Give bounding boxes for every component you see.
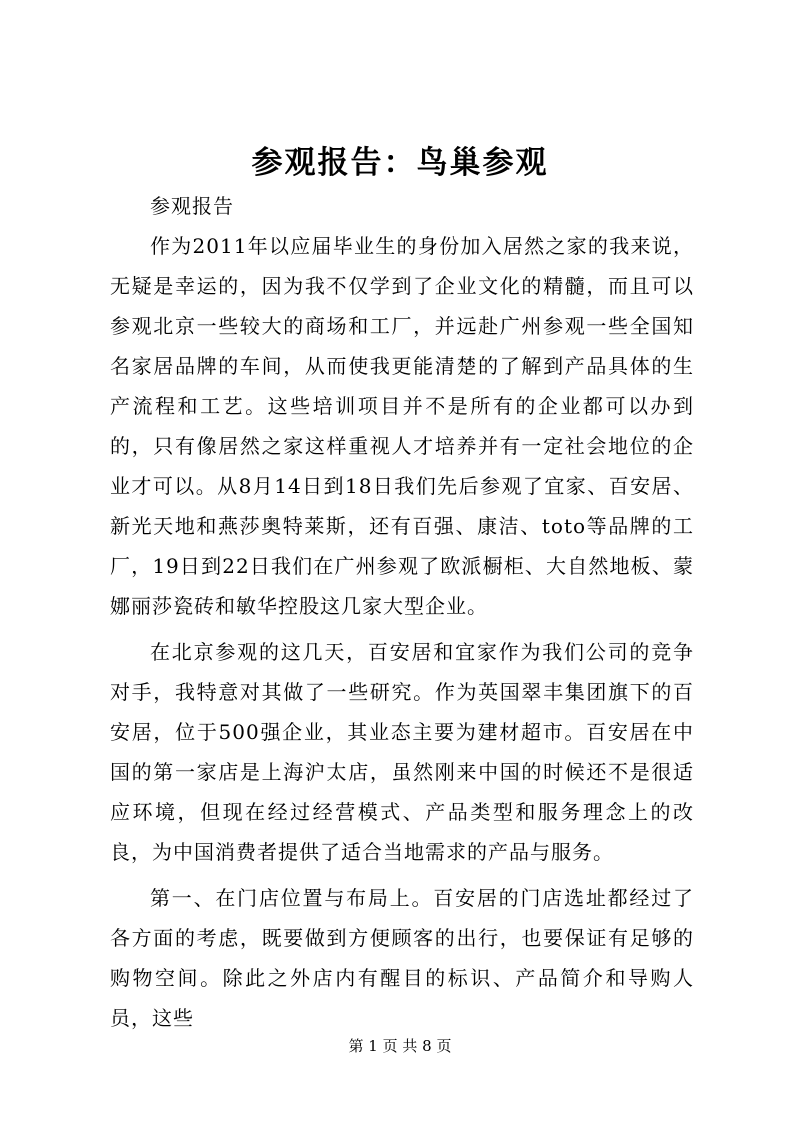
document-body: [110, 186, 694, 1038]
paragraph-2: 在北京参观的这几天，百安居和宜家作为我们公司的竞争对手，我特意对其做了一些研究。作为英国翠丰集团旗下的百安居，位于500强企业，其业态主要为建材超市。百安居在中国的第一家店是上海沪太店，虽然刚来中国的时候还不是很适应环境，但现在经过经营模式、产品类型和服务理念上的改良，为中国消费者提供了适合当地需求的产品与服务。: [110, 640, 694, 864]
section-heading: 参观报告: [150, 194, 234, 218]
paragraph-3: 第一、在门店位置与布局上。百安居的门店选址都经过了各方面的考虑，既要做到方便顾客的出行，也要保证有足够的购物空间。除此之外店内有醒目的标识、产品简介和导购人员，这些: [110, 886, 694, 1030]
paragraph-1: 作为2011年以应届毕业生的身份加入居然之家的我来说，无疑是幸运的，因为我不仅学到了企业文化的精髓，而且可以参观北京一些较大的商场和工厂，并远赴广州参观一些全国知名家居品牌的车间，从而使我更能清楚的了解到产品具体的生产流程和工艺。这些培训项目并不是所有的企业都可以办到的，只有像居然之家这样重视人才培养并有一定社会地位的企业才可以。从8月14日到18日我们先后参观了宜家、百安居、新光天地和燕莎奥特莱斯，还有百强、康洁、toto等品牌的工厂，19日到22日我们在广州参观了欧派橱柜、大自然地板、蒙娜丽莎瓷砖和敏华控股这几家大型企业。: [110, 234, 694, 618]
document-title: 参观报告：鸟巢参观: [251, 145, 549, 181]
page-footer: 第 1 页 共 8 页: [348, 1037, 452, 1055]
